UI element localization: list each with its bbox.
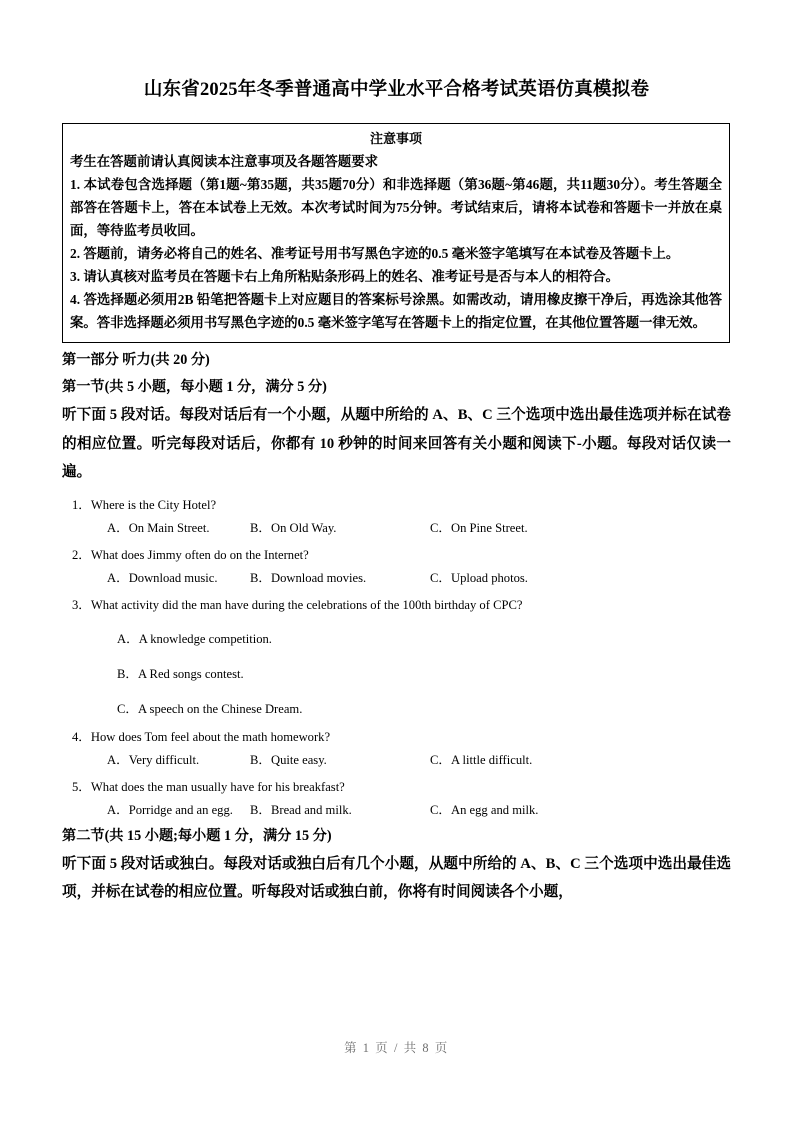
question-options: [62, 565, 731, 591]
option-b[interactable]: B．Download movies.: [250, 570, 367, 585]
question-stem: 3．What activity did the man have during the celebrations of the 100th birthday of CPC?: [72, 597, 523, 612]
question-options: [62, 747, 731, 773]
question-4: [62, 719, 731, 773]
section-two-directions: 听下面 5 段对话或独白。每段对话或独白后有几个小题，从题中所给的 A、B、C 三个选项中选出最佳选项，并标在试卷的相应位置。听每段对话或独白前，你将有时间阅读各个小题，: [62, 855, 731, 901]
question-3: [62, 591, 731, 720]
option-c[interactable]: C．A speech on the Chinese Dream.: [117, 702, 303, 717]
notice-item-1: 1. 本试卷包含选择题（第1题~第35题，共35题70分）和非选择题（第36题~第46题，共11题30分）。考生答题全部答在答题卡上，答在本试卷上无效。本次考试时间为75分钟。考试结束后，请将本试卷和答题卡一并放在桌面，等待监考员收回。: [70, 177, 722, 239]
question-options: [62, 515, 731, 541]
question-stem: 1．Where is the City Hotel?: [72, 497, 217, 512]
option-c[interactable]: C．An egg and milk.: [430, 802, 539, 817]
option-a[interactable]: A．On Main Street.: [107, 520, 210, 535]
question-5: [62, 773, 731, 823]
question-stem: 5．What does the man usually have for his breakfast?: [72, 779, 345, 794]
notice-item-2: 2. 答题前，请务必将自己的姓名、准考证号用书写黑色字迹的0.5 毫米签字笔填写在本试卷及答题卡上。: [70, 246, 680, 262]
question-stem: 2．What does Jimmy often do on the Internet?: [72, 547, 309, 562]
option-b[interactable]: B．Bread and milk.: [250, 802, 352, 817]
notice-intro: 考生在答题前请认真阅读本注意事项及各题答题要求: [70, 154, 378, 170]
question-stem: 4．How does Tom feel about the math homework?: [72, 730, 331, 745]
part-one-heading: 第一部分 听力(共 20 分): [62, 352, 210, 369]
option-a[interactable]: A．Porridge and an egg.: [107, 802, 233, 817]
notice-heading: 注意事项: [369, 130, 422, 146]
notice-item-3: 3. 请认真核对监考员在答题卡右上角所粘贴条形码上的姓名、准考证号是否与本人的相符合。: [70, 269, 620, 285]
option-b[interactable]: B．Quite easy.: [250, 752, 327, 767]
option-b[interactable]: B．On Old Way.: [250, 520, 337, 535]
option-a[interactable]: A．A knowledge competition.: [117, 632, 272, 647]
option-a[interactable]: A．Download music.: [107, 570, 218, 585]
page-footer: 第 1 页 / 共 8 页: [344, 1041, 449, 1055]
option-c[interactable]: C．A little difficult.: [430, 752, 533, 767]
notice-box: [62, 123, 730, 344]
notice-item-4: 4. 答选择题必须用2B 铅笔把答题卡上对应题目的答案标号涂黑。如需改动，请用橡皮擦干净后，再选涂其他答案。答非选择题必须用书写黑色字迹的0.5 毫米签字笔写在答题卡上的指定位置，在其他位置答题一律无效。: [70, 292, 722, 331]
section-one-directions: 听下面 5 段对话。每段对话后有一个小题，从题中所给的 A、B、C 三个选项中选出最佳选项并标在试卷的相应位置。听完每段对话后，你都有 10 秒钟的时间来回答有关小题和阅读下-小题。每段对话仅读一遍。: [62, 407, 731, 481]
option-c[interactable]: C．On Pine Street.: [430, 520, 528, 535]
section-one-heading: 第一节(共 5 小题，每小题 1 分，满分 5 分): [62, 379, 327, 396]
page-title: 山东省2025年冬季普通高中学业水平合格考试英语仿真模拟卷: [143, 80, 650, 100]
option-b[interactable]: B．A Red songs contest.: [117, 667, 244, 682]
option-a[interactable]: A．Very difficult.: [107, 752, 200, 767]
option-c[interactable]: C．Upload photos.: [430, 570, 528, 585]
question-2: [62, 541, 731, 591]
section-two-heading: 第二节(共 15 小题;每小题 1 分，满分 15 分): [62, 827, 332, 844]
question-1: [62, 487, 731, 541]
question-options: [62, 797, 731, 823]
question-options: [62, 614, 731, 719]
